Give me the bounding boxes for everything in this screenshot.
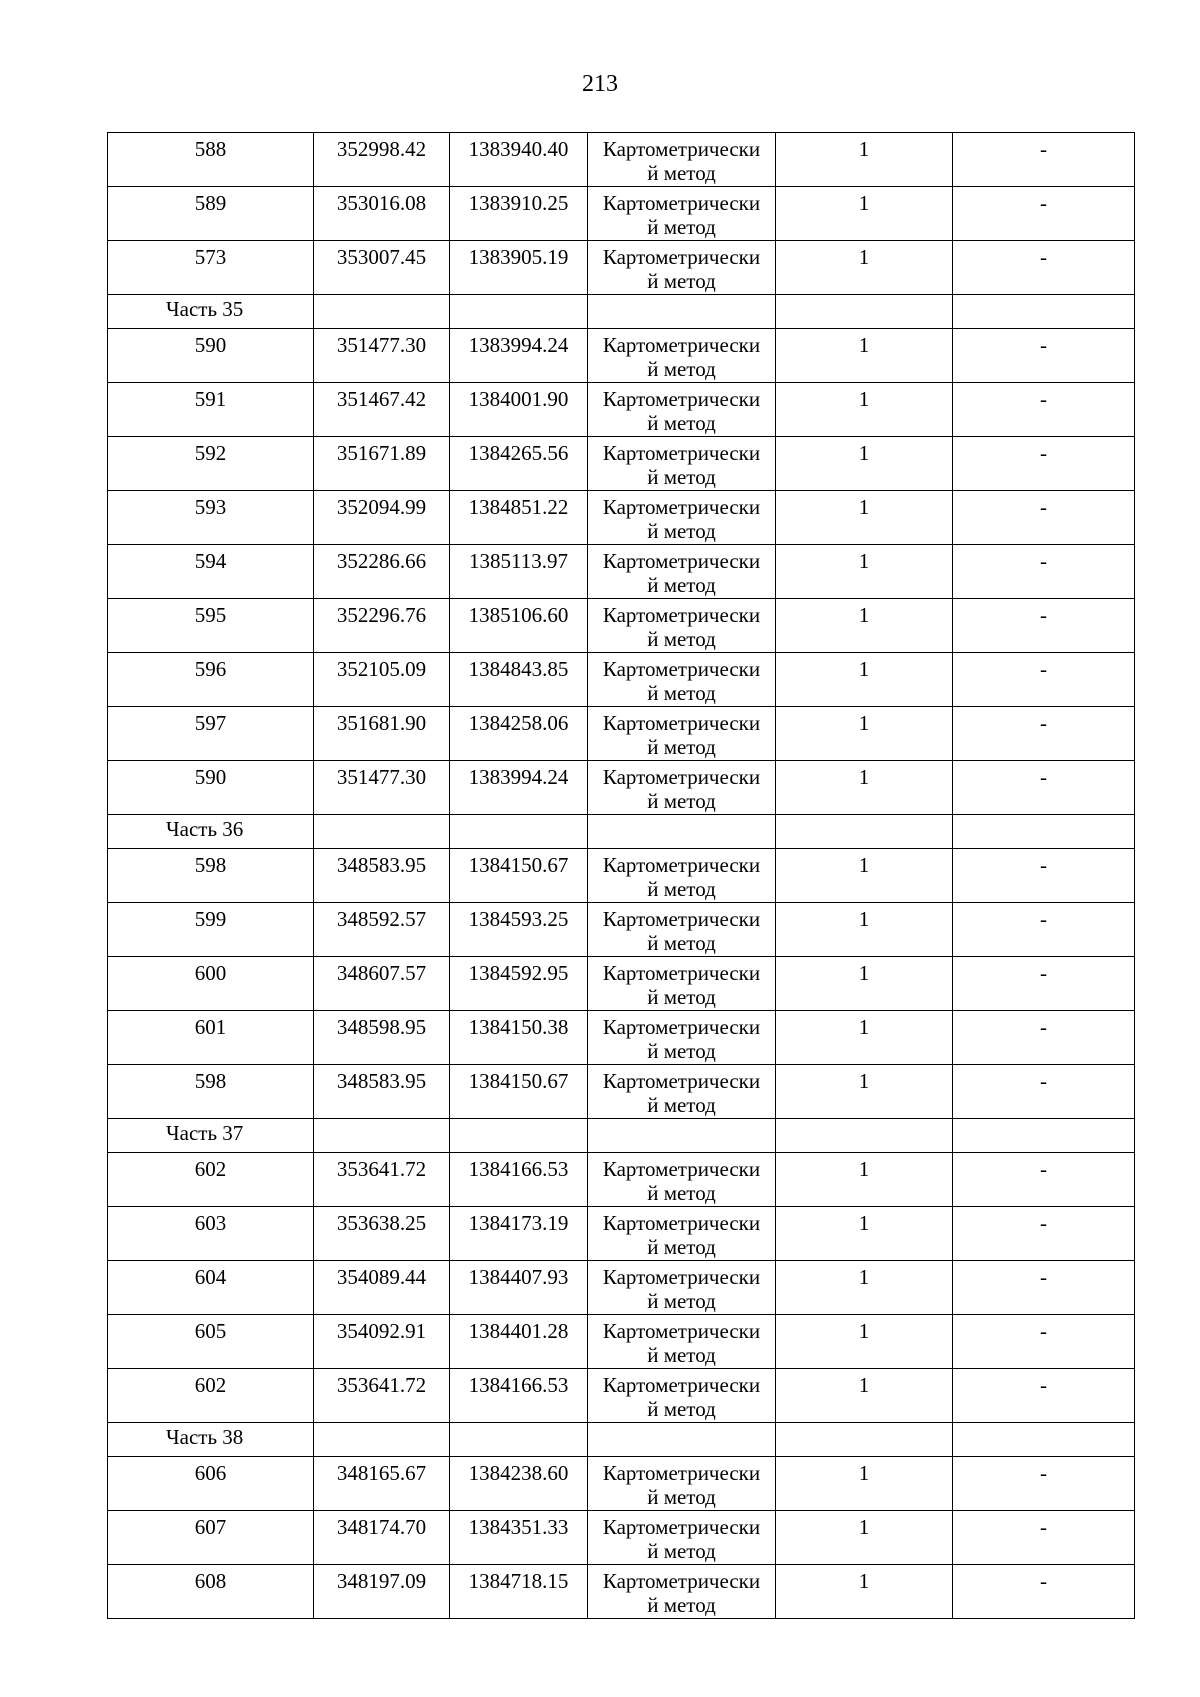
method-cell <box>588 849 776 903</box>
method-line-1: Картометрически <box>602 191 761 215</box>
method-line-2: й метод <box>647 1235 716 1259</box>
note-value: - <box>953 1457 1135 1511</box>
coordinate-y: 1384150.38 <box>450 1011 588 1065</box>
coordinate-x: 354092.91 <box>314 1315 450 1369</box>
accuracy-value: 1 <box>776 1565 953 1619</box>
table-row <box>108 1011 1135 1065</box>
method-cell <box>588 437 776 491</box>
method-cell <box>588 903 776 957</box>
point-number: 593 <box>108 491 314 545</box>
coordinate-y: 1384407.93 <box>450 1261 588 1315</box>
method-cell <box>588 383 776 437</box>
accuracy-value: 1 <box>776 329 953 383</box>
point-number: 608 <box>108 1565 314 1619</box>
accuracy-value: 1 <box>776 707 953 761</box>
method-line-2: й метод <box>647 1093 716 1117</box>
coordinate-y: 1383910.25 <box>450 187 588 241</box>
method-line-1: Картометрически <box>602 387 761 411</box>
method-line-2: й метод <box>647 789 716 813</box>
point-number: 594 <box>108 545 314 599</box>
method-cell <box>588 1565 776 1619</box>
accuracy-value: 1 <box>776 653 953 707</box>
coordinate-x: 351477.30 <box>314 329 450 383</box>
method-cell <box>588 1369 776 1423</box>
table-row <box>108 1315 1135 1369</box>
note-value: - <box>953 1511 1135 1565</box>
method-line-1: Картометрически <box>602 441 761 465</box>
note-value: - <box>953 1261 1135 1315</box>
table-row <box>108 1457 1135 1511</box>
method-cell <box>588 1065 776 1119</box>
method-line-2: й метод <box>647 411 716 435</box>
method-line-2: й метод <box>647 269 716 293</box>
coordinate-x: 352998.42 <box>314 133 450 187</box>
accuracy-value: 1 <box>776 437 953 491</box>
coordinate-x: 348583.95 <box>314 1065 450 1119</box>
point-number: 598 <box>108 1065 314 1119</box>
table-row <box>108 1207 1135 1261</box>
empty-cell <box>450 1119 588 1153</box>
table-row <box>108 849 1135 903</box>
table-row <box>108 1153 1135 1207</box>
coordinate-y: 1384351.33 <box>450 1511 588 1565</box>
table-row <box>108 1511 1135 1565</box>
method-line-1: Картометрически <box>602 1157 761 1181</box>
part-label: Часть 35 <box>108 295 314 329</box>
coordinate-y: 1384150.67 <box>450 849 588 903</box>
method-cell <box>588 1261 776 1315</box>
method-line-2: й метод <box>647 1593 716 1617</box>
note-value: - <box>953 761 1135 815</box>
empty-cell <box>588 1119 776 1153</box>
table-row <box>108 187 1135 241</box>
method-cell <box>588 1457 776 1511</box>
method-cell <box>588 1011 776 1065</box>
empty-cell <box>776 1119 953 1153</box>
coordinate-x: 354089.44 <box>314 1261 450 1315</box>
coordinate-y: 1383905.19 <box>450 241 588 295</box>
part-label: Часть 37 <box>108 1119 314 1153</box>
method-cell <box>588 599 776 653</box>
point-number: 596 <box>108 653 314 707</box>
point-number: 592 <box>108 437 314 491</box>
accuracy-value: 1 <box>776 491 953 545</box>
point-number: 589 <box>108 187 314 241</box>
empty-cell <box>314 1119 450 1153</box>
coordinate-x: 348592.57 <box>314 903 450 957</box>
point-number: 595 <box>108 599 314 653</box>
note-value: - <box>953 1315 1135 1369</box>
coordinate-y: 1384265.56 <box>450 437 588 491</box>
method-line-2: й метод <box>647 735 716 759</box>
table-row <box>108 383 1135 437</box>
coordinate-x: 353641.72 <box>314 1369 450 1423</box>
coordinate-y: 1384166.53 <box>450 1369 588 1423</box>
method-line-1: Картометрически <box>602 333 761 357</box>
coordinate-x: 348607.57 <box>314 957 450 1011</box>
method-cell <box>588 329 776 383</box>
point-number: 607 <box>108 1511 314 1565</box>
method-cell <box>588 241 776 295</box>
coordinate-y: 1385113.97 <box>450 545 588 599</box>
coordinate-x: 352094.99 <box>314 491 450 545</box>
point-number: 597 <box>108 707 314 761</box>
note-value: - <box>953 1565 1135 1619</box>
part-header-row <box>108 815 1135 849</box>
empty-cell <box>776 1423 953 1457</box>
coordinate-y: 1384401.28 <box>450 1315 588 1369</box>
point-number: 590 <box>108 761 314 815</box>
coordinate-y: 1383940.40 <box>450 133 588 187</box>
note-value: - <box>953 1011 1135 1065</box>
coordinate-x: 348598.95 <box>314 1011 450 1065</box>
method-line-1: Картометрически <box>602 765 761 789</box>
coordinate-y: 1384718.15 <box>450 1565 588 1619</box>
point-number: 606 <box>108 1457 314 1511</box>
note-value: - <box>953 1207 1135 1261</box>
accuracy-value: 1 <box>776 761 953 815</box>
table-row <box>108 491 1135 545</box>
method-line-2: й метод <box>647 1289 716 1313</box>
table-row <box>108 1065 1135 1119</box>
coordinate-y: 1384851.22 <box>450 491 588 545</box>
method-line-1: Картометрически <box>602 1319 761 1343</box>
note-value: - <box>953 653 1135 707</box>
method-line-2: й метод <box>647 573 716 597</box>
method-line-1: Картометрически <box>602 245 761 269</box>
method-line-1: Картометрически <box>602 137 761 161</box>
empty-cell <box>588 295 776 329</box>
method-cell <box>588 707 776 761</box>
empty-cell <box>776 815 953 849</box>
coordinate-x: 348583.95 <box>314 849 450 903</box>
method-cell <box>588 1511 776 1565</box>
point-number: 604 <box>108 1261 314 1315</box>
method-cell <box>588 545 776 599</box>
accuracy-value: 1 <box>776 1153 953 1207</box>
method-cell <box>588 957 776 1011</box>
accuracy-value: 1 <box>776 1457 953 1511</box>
point-number: 605 <box>108 1315 314 1369</box>
table-row <box>108 437 1135 491</box>
accuracy-value: 1 <box>776 903 953 957</box>
coordinate-y: 1384173.19 <box>450 1207 588 1261</box>
empty-cell <box>776 295 953 329</box>
accuracy-value: 1 <box>776 187 953 241</box>
coordinate-y: 1384001.90 <box>450 383 588 437</box>
coordinates-table <box>107 132 1135 1619</box>
accuracy-value: 1 <box>776 1011 953 1065</box>
table-row <box>108 957 1135 1011</box>
coordinate-x: 348174.70 <box>314 1511 450 1565</box>
method-cell <box>588 761 776 815</box>
method-line-1: Картометрически <box>602 1515 761 1539</box>
method-cell <box>588 1153 776 1207</box>
method-line-2: й метод <box>647 985 716 1009</box>
note-value: - <box>953 957 1135 1011</box>
method-line-1: Картометрически <box>602 711 761 735</box>
method-cell <box>588 491 776 545</box>
note-value: - <box>953 903 1135 957</box>
method-line-2: й метод <box>647 931 716 955</box>
coordinate-y: 1384593.25 <box>450 903 588 957</box>
coordinate-y: 1384238.60 <box>450 1457 588 1511</box>
coordinate-x: 353638.25 <box>314 1207 450 1261</box>
note-value: - <box>953 1369 1135 1423</box>
method-line-2: й метод <box>647 215 716 239</box>
coordinate-x: 351681.90 <box>314 707 450 761</box>
empty-cell <box>314 295 450 329</box>
coordinate-y: 1383994.24 <box>450 761 588 815</box>
part-label: Часть 36 <box>108 815 314 849</box>
empty-cell <box>953 1423 1135 1457</box>
method-line-2: й метод <box>647 1343 716 1367</box>
table-row <box>108 761 1135 815</box>
empty-cell <box>450 295 588 329</box>
coordinate-y: 1384166.53 <box>450 1153 588 1207</box>
note-value: - <box>953 707 1135 761</box>
table-row <box>108 241 1135 295</box>
accuracy-value: 1 <box>776 1207 953 1261</box>
coordinate-x: 348197.09 <box>314 1565 450 1619</box>
method-line-2: й метод <box>647 465 716 489</box>
accuracy-value: 1 <box>776 241 953 295</box>
point-number: 602 <box>108 1153 314 1207</box>
table-row <box>108 1261 1135 1315</box>
note-value: - <box>953 1153 1135 1207</box>
coordinate-x: 351467.42 <box>314 383 450 437</box>
method-line-2: й метод <box>647 877 716 901</box>
method-line-1: Картометрически <box>602 549 761 573</box>
point-number: 573 <box>108 241 314 295</box>
note-value: - <box>953 1065 1135 1119</box>
method-line-1: Картометрически <box>602 657 761 681</box>
accuracy-value: 1 <box>776 545 953 599</box>
table-row <box>108 133 1135 187</box>
method-line-2: й метод <box>647 161 716 185</box>
table-row <box>108 1565 1135 1619</box>
method-line-1: Картометрически <box>602 907 761 931</box>
method-line-1: Картометрически <box>602 1015 761 1039</box>
accuracy-value: 1 <box>776 1065 953 1119</box>
note-value: - <box>953 383 1135 437</box>
method-line-2: й метод <box>647 627 716 651</box>
method-cell <box>588 187 776 241</box>
coordinate-x: 348165.67 <box>314 1457 450 1511</box>
table-row <box>108 653 1135 707</box>
table-row <box>108 599 1135 653</box>
note-value: - <box>953 187 1135 241</box>
coordinate-x: 352296.76 <box>314 599 450 653</box>
empty-cell <box>450 1423 588 1457</box>
note-value: - <box>953 849 1135 903</box>
method-cell <box>588 653 776 707</box>
point-number: 600 <box>108 957 314 1011</box>
empty-cell <box>953 295 1135 329</box>
method-line-2: й метод <box>647 1485 716 1509</box>
part-header-row <box>108 1119 1135 1153</box>
accuracy-value: 1 <box>776 1369 953 1423</box>
method-line-2: й метод <box>647 1397 716 1421</box>
part-header-row <box>108 295 1135 329</box>
coordinate-x: 353007.45 <box>314 241 450 295</box>
method-line-1: Картометрически <box>602 603 761 627</box>
method-line-1: Картометрически <box>602 1265 761 1289</box>
method-line-1: Картометрически <box>602 1569 761 1593</box>
part-header-row <box>108 1423 1135 1457</box>
method-line-1: Картометрически <box>602 1373 761 1397</box>
page-number: 213 <box>582 71 618 97</box>
coordinate-y: 1385106.60 <box>450 599 588 653</box>
method-line-1: Картометрически <box>602 495 761 519</box>
point-number: 603 <box>108 1207 314 1261</box>
method-cell <box>588 133 776 187</box>
note-value: - <box>953 599 1135 653</box>
point-number: 591 <box>108 383 314 437</box>
method-line-1: Картометрически <box>602 1461 761 1485</box>
accuracy-value: 1 <box>776 599 953 653</box>
accuracy-value: 1 <box>776 957 953 1011</box>
accuracy-value: 1 <box>776 849 953 903</box>
empty-cell <box>314 1423 450 1457</box>
empty-cell <box>953 815 1135 849</box>
method-line-2: й метод <box>647 1539 716 1563</box>
point-number: 599 <box>108 903 314 957</box>
method-line-2: й метод <box>647 357 716 381</box>
empty-cell <box>450 815 588 849</box>
note-value: - <box>953 329 1135 383</box>
coordinate-x: 351671.89 <box>314 437 450 491</box>
coordinate-x: 353641.72 <box>314 1153 450 1207</box>
point-number: 590 <box>108 329 314 383</box>
method-line-1: Картометрически <box>602 1069 761 1093</box>
accuracy-value: 1 <box>776 1511 953 1565</box>
coordinate-y: 1384150.67 <box>450 1065 588 1119</box>
point-number: 601 <box>108 1011 314 1065</box>
method-cell <box>588 1207 776 1261</box>
coordinate-y: 1384258.06 <box>450 707 588 761</box>
point-number: 598 <box>108 849 314 903</box>
accuracy-value: 1 <box>776 133 953 187</box>
coordinate-y: 1384843.85 <box>450 653 588 707</box>
empty-cell <box>588 1423 776 1457</box>
accuracy-value: 1 <box>776 1315 953 1369</box>
table-row <box>108 1369 1135 1423</box>
coordinate-x: 352286.66 <box>314 545 450 599</box>
coordinate-x: 351477.30 <box>314 761 450 815</box>
point-number: 602 <box>108 1369 314 1423</box>
table-row <box>108 545 1135 599</box>
coordinate-y: 1384592.95 <box>450 957 588 1011</box>
accuracy-value: 1 <box>776 1261 953 1315</box>
part-label: Часть 38 <box>108 1423 314 1457</box>
method-line-2: й метод <box>647 519 716 543</box>
note-value: - <box>953 545 1135 599</box>
table-row <box>108 329 1135 383</box>
method-line-2: й метод <box>647 681 716 705</box>
table-row <box>108 903 1135 957</box>
table-row <box>108 707 1135 761</box>
method-line-2: й метод <box>647 1181 716 1205</box>
method-line-1: Картометрически <box>602 961 761 985</box>
note-value: - <box>953 437 1135 491</box>
coordinates-table-body <box>108 133 1135 1619</box>
coordinate-y: 1383994.24 <box>450 329 588 383</box>
empty-cell <box>953 1119 1135 1153</box>
method-cell <box>588 1315 776 1369</box>
note-value: - <box>953 133 1135 187</box>
point-number: 588 <box>108 133 314 187</box>
empty-cell <box>588 815 776 849</box>
coordinate-x: 353016.08 <box>314 187 450 241</box>
note-value: - <box>953 241 1135 295</box>
note-value: - <box>953 491 1135 545</box>
accuracy-value: 1 <box>776 383 953 437</box>
method-line-1: Картометрически <box>602 1211 761 1235</box>
method-line-1: Картометрически <box>602 853 761 877</box>
empty-cell <box>314 815 450 849</box>
coordinate-x: 352105.09 <box>314 653 450 707</box>
method-line-2: й метод <box>647 1039 716 1063</box>
